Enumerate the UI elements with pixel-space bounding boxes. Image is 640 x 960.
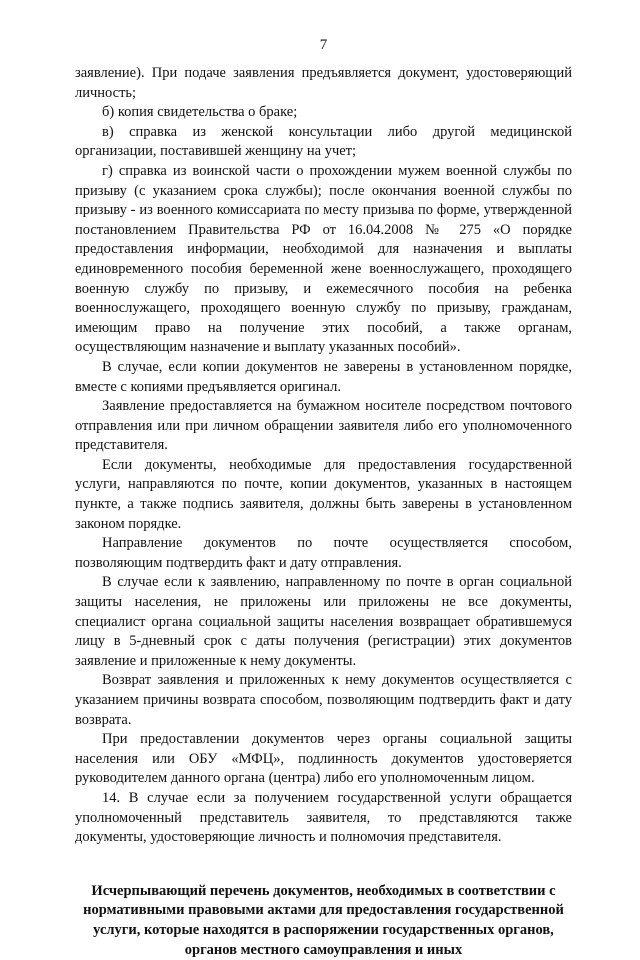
paragraph-medical-certificate: в) справка из женской консультации либо другой медицинской организации, поставившей женщину на учет; <box>75 123 572 160</box>
paragraph-military-certificate: г) справка из воинской части о прохождении мужем военной службы по призыву (с указанием срока службы); после окончания военной службы по призыву - из военного комиссариата по месту призыва по форме, утвержденной постановлением Правительства РФ от 16.04.2008 № 275 «О порядке предоставления информации, необходимой для назначения и выплаты единовременного пособия беременной жене военнослужащего, проходящего военную службу по призыву, и ежемесячного пособия на ребенка военнослужащего, проходящего военную службу по призыву, гражданам, имеющим право на получение этих пособий, а также органам, осуществляющим назначение и выплату указанных пособий». <box>75 162 572 356</box>
paragraph-incomplete-documents: В случае если к заявлению, направленному по почте в орган социальной защиты населения, не приложены или приложены не все документы, специалист органа социальной защиты населения возвращает обратившемуся лицу в 5-дневный срок с даты получения (регистрации) этих документов заявление и приложенные к нему документы. <box>75 574 572 669</box>
document-page <box>75 36 572 960</box>
page-number: 7 <box>319 37 328 53</box>
paragraph-postal-documents: Если документы, необходимые для предоставления государственной услуги, направляются по почте, копии документов, указанных в настоящем пункте, а также подпись заявителя, должны быть заверены в установленном законом порядке. <box>75 456 572 532</box>
paragraph-copies-not-certified: В случае, если копии документов не заверены в установленном порядке, вместе с копиями предъявляется оригинал. <box>75 358 572 395</box>
paragraph-postal-confirmation: Направление документов по почте осуществляется способом, позволяющим подтвердить факт и дату отправления. <box>75 535 572 571</box>
paragraph-marriage-certificate: б) копия свидетельства о браке; <box>102 104 298 121</box>
paragraph-representative: 14. В случае если за получением государственной услуги обращается уполномоченный представитель заявителя, то представляются также документы, удостоверяющие личность и полномочия представителя. <box>75 789 572 846</box>
paragraph-identity-document: заявление). При подаче заявления предъявляется документ, удостоверяющий личность; <box>75 65 572 101</box>
paragraph-submission-method: Заявление предоставляется на бумажном носителе посредством почтового отправления или при личном обращении заявителя либо его уполномоченного представителя. <box>75 398 572 454</box>
paragraph-return-of-documents: Возврат заявления и приложенных к нему документов осуществляется с указанием причины возврата способом, позволяющим подтвердить факт и дату возврата. <box>75 672 572 728</box>
section-heading: Исчерпывающий перечень документов, необходимых в соответствии с нормативными правовыми актами для предоставления государственной услуги, которые находятся в распоряжении государственных органов, органов местного самоуправления и иных <box>83 882 564 958</box>
paragraph-authentication: При предоставлении документов через органы социальной защиты населения или ОБУ «МФЦ», подлинность документов удостоверяется руководителем данного органа (центра) либо его уполномоченным лицом. <box>75 731 572 787</box>
